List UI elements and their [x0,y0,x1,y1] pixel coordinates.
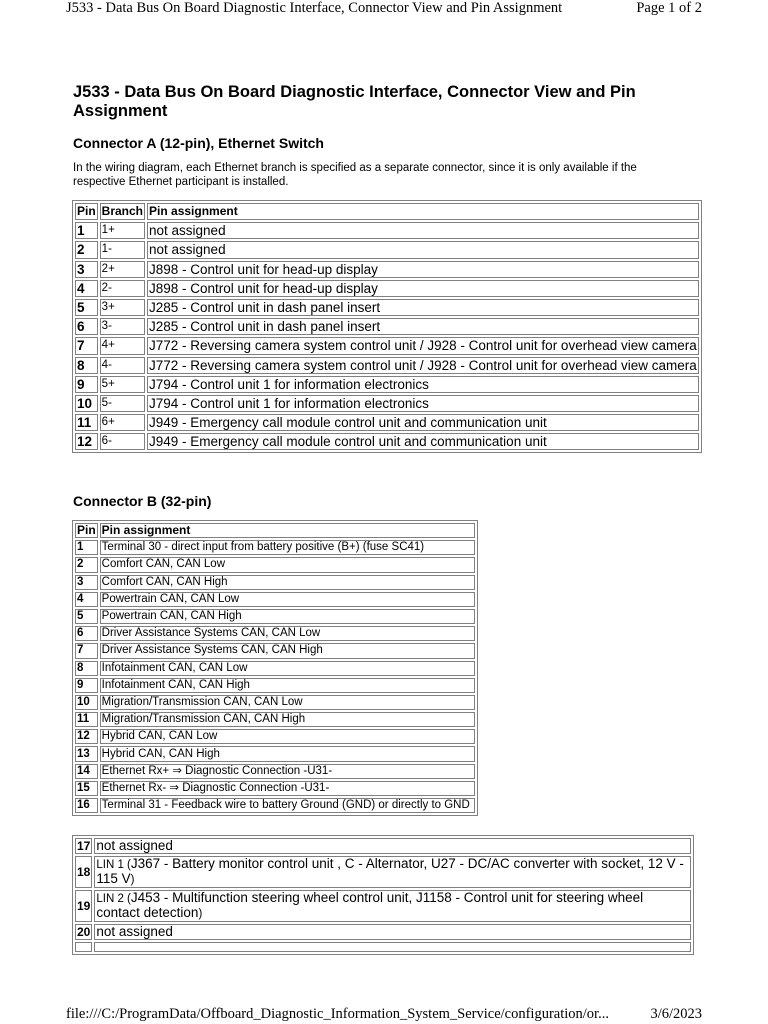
pin-assignment: J772 - Reversing camera system control unit / J928 - Control unit for overhead view camera [149,357,697,373]
table-row [75,557,475,572]
pin-assignment: not assigned [147,241,699,258]
pin-number: 14 [75,764,98,779]
pin-number: 17 [77,839,91,853]
pin-assignment: J898 - Control unit for head-up display [147,261,699,278]
table-row [75,318,699,335]
pin-assignment: Infotainment CAN, CAN Low [100,661,475,676]
table-row [75,592,475,607]
pin-number: 11 [75,414,98,431]
column-header-branch: Branch [100,203,145,220]
table-row [75,280,699,297]
pin-number: 7 [75,337,98,354]
connector-b-table [72,520,478,816]
column-header-pin: Pin [75,203,98,220]
table-row [75,414,699,431]
connector-b-continued-table [72,835,694,955]
pin-assignment-text: J367 - Battery monitor control unit , C - Alternator, U27 - DC/AC converter with socket, 12 V - 115 V [96,856,684,886]
table-row [75,924,691,940]
pin-number: 13 [75,746,98,761]
table-row [75,261,699,278]
table-header-row [75,203,699,220]
pin-number: 11 [75,712,98,727]
pin-assignment: J285 - Control unit in dash panel insert [147,318,699,335]
pin-assignment: J285 - Control unit in dash panel insert [147,299,699,316]
table-row [75,764,475,779]
table-row-cut-off [75,942,691,952]
pin-number: 10 [75,695,98,710]
table-row [75,540,475,555]
pin-number: 1 [75,222,98,239]
pin-assignment: not assigned [94,924,691,940]
table-row [75,395,699,412]
pin-assignment-prefix: LIN 1 ( [96,859,131,871]
pin-number: 6 [75,626,98,641]
table-row [75,609,475,624]
table-row [75,433,699,450]
branch: 2- [100,280,145,297]
branch: 6- [100,433,145,450]
pin-number: 7 [75,643,98,658]
pin-number: 8 [75,661,98,676]
branch: 1- [100,241,145,258]
pin-assignment-suffix: ) [198,908,203,920]
table-header-row [75,523,475,538]
pin-number-empty [75,942,92,952]
pin-number: 19 [75,890,92,922]
table-row [75,695,475,710]
table-row [75,222,699,239]
table-row [75,712,475,727]
pin-number: 18 [75,856,92,888]
connector-a-table [72,200,702,453]
pin-number: 15 [75,781,98,796]
pin-assignment: J949 - Emergency call module control unit and communication unit [147,433,699,450]
pin-number: 9 [75,376,98,393]
column-header-pin-assignment: Pin assignment [147,203,699,220]
table-row [75,729,475,744]
pin-number: 12 [75,433,98,450]
connector-a-intro: In the wiring diagram, each Ethernet branch is specified as a separate connector, since it is only available if the respective Ethernet participant is installed. [73,162,637,188]
pin-assignment: Driver Assistance Systems CAN, CAN High [100,643,475,658]
pin-assignment: Ethernet Rx+ ⇒ Diagnostic Connection -U31- [100,764,475,779]
branch: 3+ [100,299,145,316]
pin-number: 12 [75,729,98,744]
branch: 5- [100,395,145,412]
pin-number: 4 [75,592,98,607]
pin-assignment: Powertrain CAN, CAN Low [100,592,475,607]
pin-assignment: Driver Assistance Systems CAN, CAN Low [100,626,475,641]
pin-number: 20 [77,925,91,939]
table-row [75,337,699,354]
table-row [75,626,475,641]
branch: 2+ [100,261,145,278]
pin-assignment: Comfort CAN, CAN Low [100,557,475,572]
pin-number: 2 [75,557,98,572]
pin-assignment: Comfort CAN, CAN High [100,575,475,590]
table-row [75,890,691,922]
pin-number: 9 [75,678,98,693]
pin-assignment: J794 - Control unit 1 for information electronics [147,395,699,412]
table-row [75,575,475,590]
pin-number: 10 [75,395,98,412]
pin-assignment-text: J453 - Multifunction steering wheel control unit, J1158 - Control unit for steering wheel contact detection [96,890,644,920]
pin-number: 4 [75,280,98,297]
table-row [75,357,699,374]
pin-assignment: Infotainment CAN, CAN High [100,678,475,693]
pin-number: 16 [75,798,98,813]
header-document-title: J533 - Data Bus On Board Diagnostic Interface, Connector View and Pin Assignment [66,0,563,16]
pin-assignment: J772 - Reversing camera system control unit / J928 - Control unit for overhead view camera [149,338,697,354]
pin-assignment: Ethernet Rx- ⇒ Diagnostic Connection -U31- [100,781,475,796]
table-row [75,746,475,761]
column-header-pin: Pin [77,523,96,538]
pin-assignment [94,856,691,888]
pin-assignment-prefix: LIN 2 ( [96,893,131,905]
pin-number: 5 [75,299,98,316]
header-page-number: Page 1 of 2 [636,0,702,16]
footer-file-path: file:///C:/ProgramData/Offboard_Diagnostic_Information_System_Service/configuration/or... [66,1006,609,1022]
table-row [75,643,475,658]
branch: 5+ [100,376,145,393]
pin-number: 3 [75,575,98,590]
pin-number: 3 [75,261,98,278]
table-row [75,376,699,393]
pin-assignment: Hybrid CAN, CAN High [100,746,475,761]
branch: 6+ [100,414,145,431]
table-row [75,661,475,676]
pin-number: 6 [75,318,98,335]
pin-assignment: J949 - Emergency call module control unit and communication unit [147,414,699,431]
pin-assignment: Hybrid CAN, CAN Low [100,729,475,744]
page-header [66,0,702,20]
pin-assignment: not assigned [147,222,699,239]
branch: 3- [100,318,145,335]
pin-number: 2 [75,241,98,258]
table-row [75,856,691,888]
table-row [75,781,475,796]
column-header-pin-assignment: Pin assignment [100,523,475,538]
pin-assignment: Terminal 30 - direct input from battery positive (B+) (fuse SC41) [100,540,475,555]
pin-assignment: Powertrain CAN, CAN High [100,609,475,624]
pin-number: 8 [75,357,98,374]
table-row [75,299,699,316]
footer-date: 3/6/2023 [650,1006,702,1022]
pin-assignment: J794 - Control unit 1 for information electronics [147,376,699,393]
pin-number: 5 [75,609,98,624]
branch: 4- [100,357,145,374]
pin-number: 1 [75,540,98,555]
pin-assignment: Terminal 31 - Feedback wire to battery Ground (GND) or directly to GND [100,798,475,813]
table-row [75,798,475,813]
pin-assignment: Migration/Transmission CAN, CAN Low [100,695,475,710]
pin-assignment: Migration/Transmission CAN, CAN High [100,712,475,727]
pin-assignment [94,890,691,922]
page-footer [66,1006,702,1024]
branch: 1+ [100,222,145,239]
table-row [75,678,475,693]
pin-assignment-suffix: ) [130,874,135,886]
pin-assignment: J898 - Control unit for head-up display [147,280,699,297]
table-row [75,838,691,854]
page-title: J533 - Data Bus On Board Diagnostic Interface, Connector View and Pin Assignment [73,83,636,120]
pin-assignment: not assigned [94,838,691,854]
connector-a-heading: Connector A (12-pin), Ethernet Switch [73,135,324,151]
pin-assignment-empty [94,942,691,952]
connector-b-heading: Connector B (32-pin) [73,493,212,509]
table-row [75,241,699,258]
branch: 4+ [100,337,145,354]
